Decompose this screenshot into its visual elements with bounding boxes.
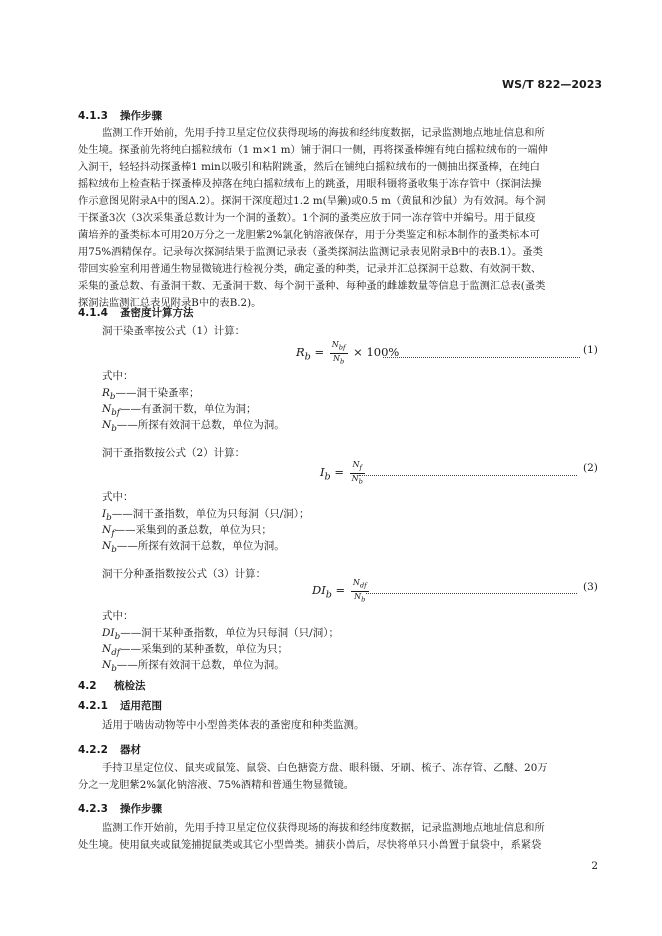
text-line: 探洞法监测汇总表见附录B中的表B.2)。 (78, 297, 262, 309)
leader-dots (366, 592, 577, 594)
equation-number-1: (1) (583, 344, 598, 356)
text-line: 采集的蚤总数、有蚤洞干数、无蚤洞干数、每个洞干蚤种、每种蚤的雌雄数量等信息于监测汇总表(蚤类 (78, 280, 546, 292)
section-title: 器材 (120, 744, 141, 756)
equation-number-2: (2) (583, 462, 598, 474)
section-title: 适用范围 (120, 700, 162, 712)
section-number: 4.2.1 (78, 700, 108, 712)
page-number: 2 (591, 860, 598, 872)
variable-nb: $N_b——$所探有效洞干总数，单位为洞。 (102, 659, 285, 675)
text-line: 处生境。探蚤前先将纯白摇粒绒布（1 m×1 m）铺于洞口一侧，再将探蚤棒缠有纯白摇粒绒布的一端伸 (78, 144, 548, 156)
text-line: 处生境。使用鼠夹或鼠笼捕捉鼠类或其它小型兽类。捕获小兽后，尽快将单只小兽置于鼠袋中，系紧袋 (78, 839, 542, 851)
section-heading-4-2 (78, 678, 146, 693)
section-title: 操作步骤 (120, 803, 162, 815)
section-number: 4.2.3 (78, 803, 108, 815)
section-heading-4-2-3 (78, 801, 162, 816)
text-line: 用75%酒精保存。记录每次探洞结果于监测记录表（蚤类探洞法监测记录表见附录B中的表B.1）。蚤类 (78, 246, 543, 258)
text-line: 干探蚤3次（3次采集蚤总数计为一个洞的蚤数）。1个洞的蚤类应放于同一冻存管中并编号。用于鼠疫 (78, 212, 536, 224)
where-label: 式中： (102, 610, 134, 622)
section-number: 4.1.4 (78, 307, 108, 319)
variable-nf: $N_f——$采集到的蚤总数，单位为只； (102, 524, 272, 540)
text-line: 监测工作开始前，先用手持卫星定位仪获得现场的海拔和经纬度数据，记录监测地点地址信息和所 (102, 822, 545, 834)
variable-nb: $N_b——$所探有效洞干总数，单位为洞。 (102, 419, 285, 435)
where-label: 式中： (102, 491, 134, 503)
paragraph-4-2-3 (78, 820, 588, 854)
variable-ndf: $N_{df}——$采集到的某种蚤数，单位为只； (102, 643, 289, 659)
where-label: 式中： (102, 370, 134, 382)
paragraph-4-2-1: 适用于啮齿动物等中小型兽类体表的蚤密度和种类监测。 (102, 719, 365, 731)
section-number: 4.1.3 (78, 110, 108, 122)
formula-fraction: $\frac{N_{bf}}{N_b}$ (331, 340, 346, 366)
variable-rb: $R_b——$洞干染蚤率； (102, 387, 200, 403)
formula-lhs: $R_b$ (296, 345, 311, 363)
formula-fraction: $\frac{N_f}{N_b}$ (351, 460, 363, 486)
text-line: 菌培养的蚤类标本可用20万分之一龙胆紫2%氯化钠溶液保存，用于分类鉴定和标本制作的蚤类标本可 (78, 229, 540, 241)
formula-1: $R_b$ = $\frac{N_{bf}}{N_b}$ × 100% (296, 340, 400, 366)
text-line: 作示意图见附录A中的图A.2）。探洞干深度超过1.2 m(旱獭)或0.5 m（黄鼠和沙鼠）为有效洞。每个洞 (78, 195, 546, 207)
formula-lhs: $DI_b$ (312, 583, 332, 601)
text-line: 手持卫星定位仪、鼠夹或鼠笼、鼠袋、白色搪瓷方盘、眼科镊、牙刷、梳子、冻存管、乙醚、20万 (102, 762, 548, 774)
section-heading-4-1-4 (78, 305, 194, 320)
text-line: 带回实验室利用普通生物显微镜进行检视分类，确定蚤的种类，记录并汇总探洞干总数、有效洞干数、 (78, 263, 542, 275)
formula-lhs: $I_b$ (320, 465, 331, 483)
leader-dots (359, 474, 577, 476)
variable-nb: $N_b——$所探有效洞干总数，单位为洞。 (102, 540, 285, 556)
formula-2: $I_b$ = $\frac{N_f}{N_b}$ (320, 460, 363, 486)
section-heading-4-2-2 (78, 742, 141, 757)
standard-code: WS/T 822—2023 (502, 78, 602, 91)
section-number: 4.2.2 (78, 744, 108, 756)
text-line: 分之一龙胆紫2%氯化钠溶液、75%酒精和普通生物显微镜。 (78, 779, 355, 791)
section-heading-4-2-1 (78, 698, 162, 713)
variable-nbf: $N_{bf}——$有蚤洞干数，单位为洞； (102, 403, 257, 419)
text-line: 入洞干，轻轻抖动探蚤棒1 min以吸引和粘附跳蚤，然后在铺纯白摇粒绒布的一侧抽出探蚤棒，在纯白 (78, 161, 540, 173)
paragraph-4-2-2 (78, 760, 588, 794)
text-line: 摇粒绒布上检查粘于探蚤棒及掉落在纯白摇粒绒布上的跳蚤，用眼科镊将蚤收集于冻存管中（探洞法操 (78, 178, 542, 190)
variable-ib: $I_b——$洞干蚤指数，单位为只每洞（只/洞）； (102, 508, 310, 524)
leader-dots (383, 356, 580, 358)
section-number: 4.2 (78, 680, 97, 692)
equation-number-3: (3) (583, 581, 598, 593)
formula-fraction: $\frac{N_{df}}{N_b}$ (352, 578, 367, 604)
formula-tail: × 100% (353, 345, 400, 360)
section-heading-4-1-3 (78, 108, 162, 123)
paragraph-4-1-3 (78, 125, 588, 312)
formula-3: $DI_b$ = $\frac{N_{df}}{N_b}$ (312, 578, 367, 604)
text-line: 监测工作开始前，先用手持卫星定位仪获得现场的海拔和经纬度数据，记录监测地点地址信息和所 (102, 127, 545, 139)
variable-dib: $DI_b——$洞干某种蚤指数，单位为只每洞（只/洞）； (102, 627, 339, 643)
section-title: 操作步骤 (120, 110, 162, 122)
formula-3-intro: 洞干分种蚤指数按公式（3）计算： (102, 568, 267, 580)
formula-1-intro: 洞干染蚤率按公式（1）计算： (102, 325, 246, 337)
section-title: 梳检法 (114, 680, 146, 692)
formula-2-intro: 洞干蚤指数按公式（2）计算： (102, 447, 246, 459)
section-title: 蚤密度计算方法 (120, 307, 194, 319)
